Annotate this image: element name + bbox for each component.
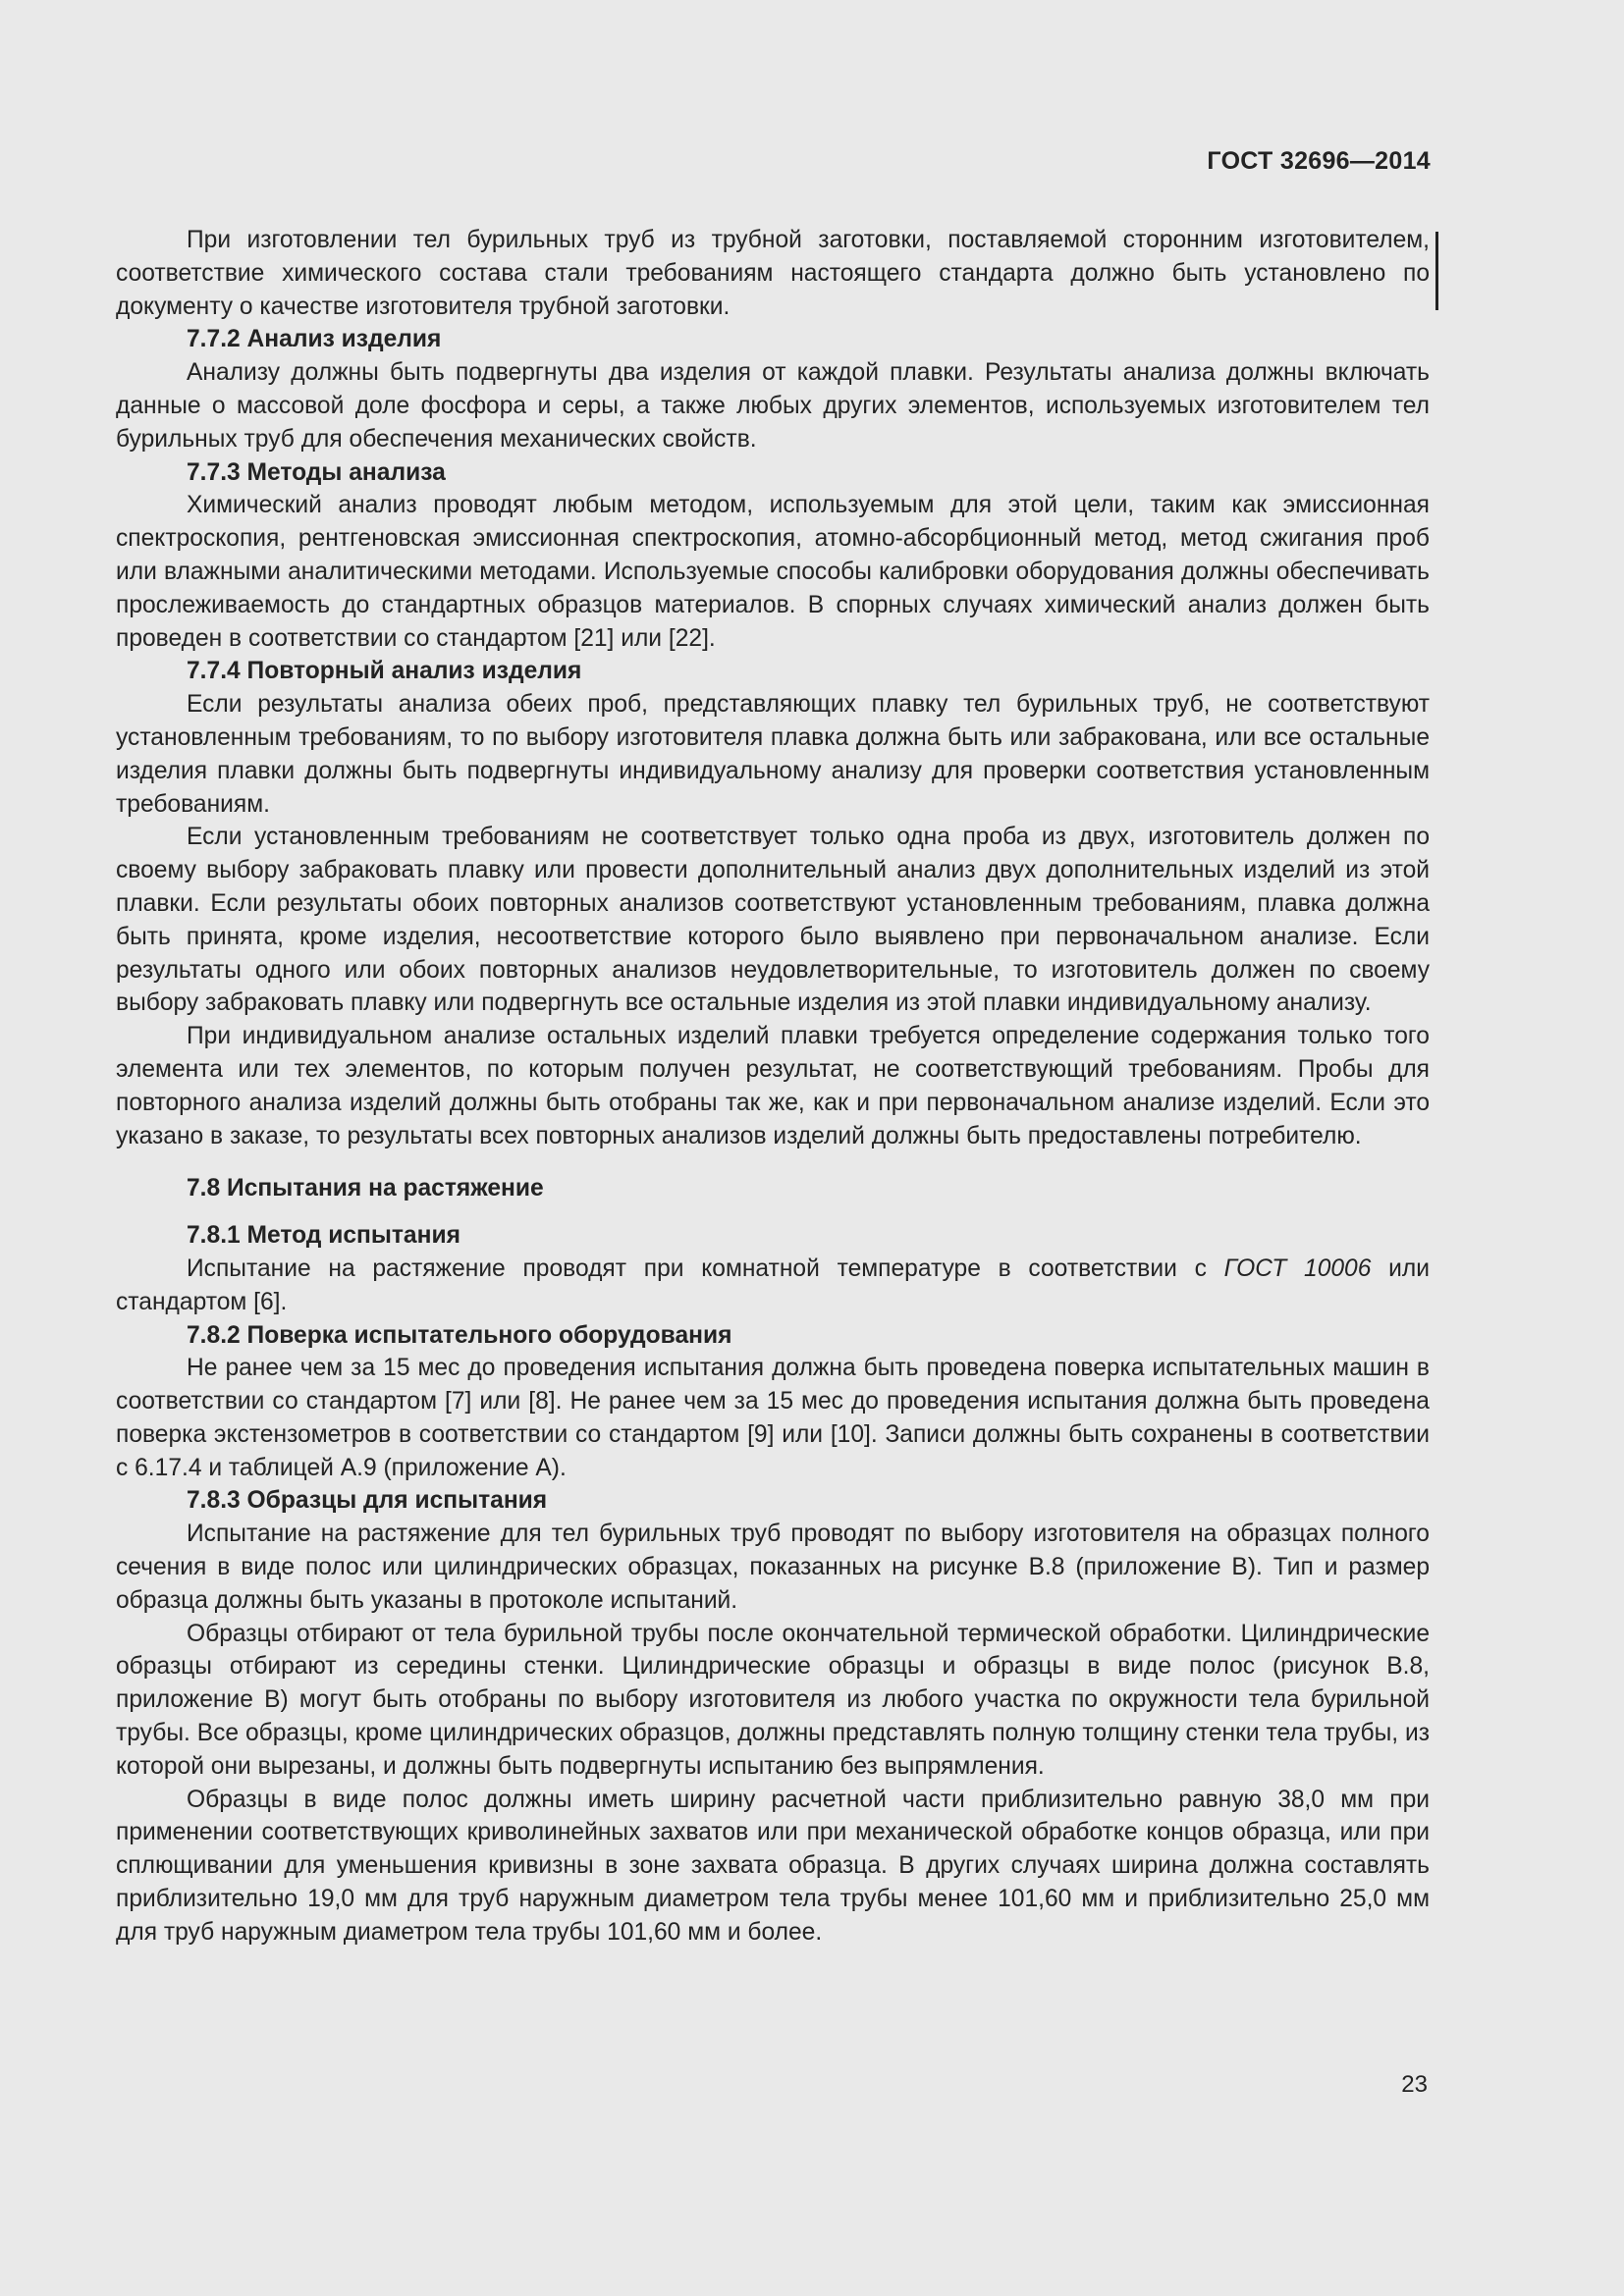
standard-reference: ГОСТ 10006 — [1223, 1255, 1372, 1282]
subsection-heading: 7.8.1 Метод испытания — [187, 1222, 460, 1250]
document-header: ГОСТ 32696—2014 — [1207, 147, 1431, 175]
paragraph: Химический анализ проводят любым методом, используемым для этой цели, таким как эмиссионная спектроскопия, рентгеновская эмиссионная спектроскопия, атомно-абсорбционный метод, метод сжигания проб или влажными аналитическими методами. Используемые способы калибровки оборудования должны обеспечивать прослеживаемость до стандартных образцов материалов. В спорных случаях химический анализ должен быть проведен в соответствии со стандартом [21] или [22]. — [116, 492, 1430, 652]
document-body — [116, 224, 1430, 1949]
paragraph-text: Испытание на растяжение проводят при комнатной температуре в соответствии с — [187, 1255, 1224, 1282]
revision-change-bar — [1435, 232, 1438, 310]
subsection-heading: 7.8.2 Поверка испытательного оборудования — [187, 1321, 732, 1349]
subsection-heading: 7.8.3 Образцы для испытания — [187, 1487, 548, 1515]
section-heading: 7.8 Испытания на растяжение — [187, 1175, 544, 1202]
paragraph-text: или стандартом [6]. — [116, 1255, 1430, 1315]
subsection-heading: 7.7.2 Анализ изделия — [187, 326, 442, 353]
paragraph: Образцы в виде полос должны иметь ширину расчетной части приблизительно равную 38,0 мм при применении соответствующих криволинейных захватов или при механической обработке концов образца, или при сплющивании для уменьшения кривизны в зоне захвата образца. В других случаях ширина должна составлять приблизительно 19,0 мм для труб наружным диаметром тела трубы менее 101,60 мм и приблизительно 25,0 мм для труб наружным диаметром тела трубы 101,60 мм и более. — [116, 1786, 1430, 1946]
paragraph: Образцы отбирают от тела бурильной трубы после окончательной термической обработки. Цилиндрические образцы отбирают из середины стенки. Цилиндрические образцы и образцы в виде полос (рисунок В.8, приложение В) могут быть отобраны по выбору изготовителя из любого участка по окружности тела бурильной трубы. Все образцы, кроме цилиндрических образцов, должны представлять полную толщину стенки тела трубы, из которой они вырезаны, и должны быть подвергнуты испытанию без выпрямления. — [116, 1620, 1430, 1780]
subsection-heading: 7.7.4 Повторный анализ изделия — [187, 658, 582, 685]
paragraph: При индивидуальном анализе остальных изделий плавки требуется определение содержания только того элемента или тех элементов, по которым получен результат, не соответствующий требованиям. Пробы для повторного анализа изделий должны быть отобраны так же, как и при первоначальном анализе изделий. Если это указано в заказе, то результаты всех повторных анализов изделий должны быть предоставлены потребителю. — [116, 1023, 1430, 1149]
paragraph: Если установленным требованиям не соответствует только одна проба из двух, изготовитель должен по своему выбору забраковать плавку или провести дополнительный анализ двух дополнительных изделий из этой плавки. Если результаты обоих повторных анализов соответствуют установленным требованиям, плавка должна быть принята, кроме изделия, несоответствие которого было выявлено при первоначальном анализе. Если результаты одного или обоих повторных анализов неудовлетворительные, то изготовитель должен по своему выбору забраковать плавку или подвергнуть все остальные изделия из этой плавки индивидуальному анализу. — [116, 824, 1430, 1017]
subsection-heading: 7.7.3 Методы анализа — [187, 458, 446, 486]
paragraph: Не ранее чем за 15 мес до проведения испытания должна быть проведена поверка испытательных машин в соответствии со стандартом [7] или [8]. Не ранее чем за 15 мес до проведения испытания должна быть проведена поверка экстензометров в соответствии со стандартом [9] или [10]. Записи должны быть сохранены в соответствии с 6.17.4 и таблицей А.9 (приложение А). — [116, 1355, 1430, 1481]
paragraph: Испытание на растяжение для тел бурильных труб проводят по выбору изготовителя на образцах полного сечения в виде полос или цилиндрических образцах, показанных на рисунке В.8 (приложение В). Тип и размер образца должны быть указаны в протоколе испытаний. — [116, 1521, 1430, 1614]
paragraph: При изготовлении тел бурильных труб из трубной заготовки, поставляемой сторонним изготовителем, соответствие химического состава стали требованиям настоящего стандарта должно быть установлено по документу о качестве изготовителя трубной заготовки. — [116, 227, 1430, 320]
page-number: 23 — [1401, 2071, 1428, 2098]
paragraph: Анализу должны быть подвергнуты два изделия от каждой плавки. Результаты анализа должны включать данные о массовой доле фосфора и серы, а также любых других элементов, используемых изготовителем тел бурильных труб для обеспечения механических свойств. — [116, 359, 1430, 453]
paragraph: Если результаты анализа обеих проб, представляющих плавку тел бурильных труб, не соответствуют установленным требованиям, то по выбору изготовителя плавка должна быть или забракована, или все остальные изделия плавки должны быть подвергнуты индивидуальному анализу для проверки соответствия установленным требованиям. — [116, 691, 1430, 818]
paragraph-with-reference — [116, 1253, 1430, 1319]
